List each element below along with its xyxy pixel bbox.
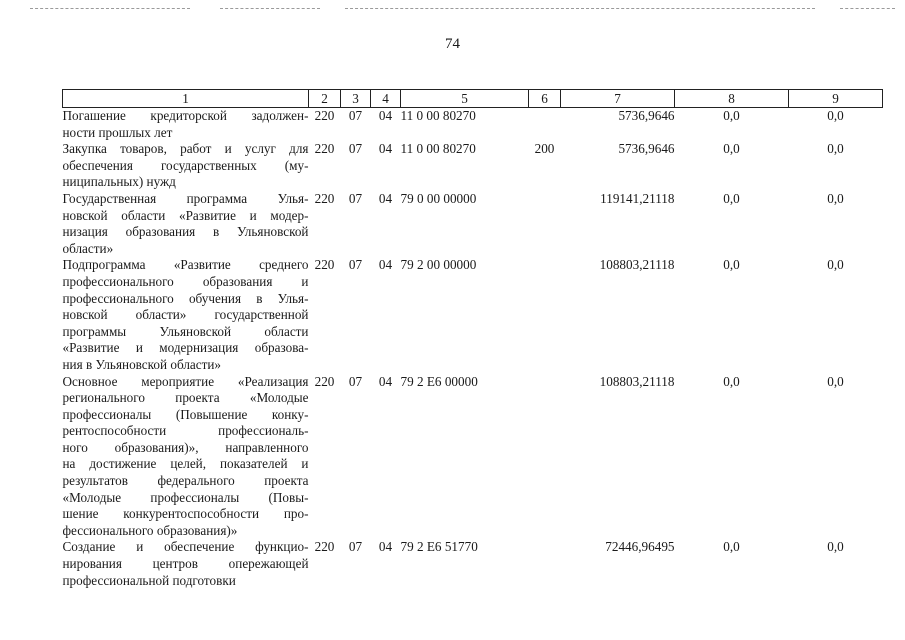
column-header-9: 9 (789, 90, 883, 108)
cell-col-2: 220 (314, 190, 335, 206)
table-row (63, 141, 883, 191)
cell-col-8: 0,0 (723, 373, 740, 389)
cell-col-4: 04 (378, 108, 393, 123)
row-name-line: профессиональной подготовки (62, 572, 236, 588)
cell-col-7: 5736,9646 (618, 108, 675, 123)
cell-col-2: 220 (314, 373, 335, 389)
row-name-line: результатов федерального проекта (62, 473, 309, 489)
row-name-line: обеспечения государственных (му- (62, 157, 309, 173)
cell-col-8: 0,0 (723, 257, 740, 273)
cell-col-9: 0,0 (827, 190, 844, 206)
cell-col-6 (529, 108, 561, 142)
row-name-line: ного образования)», направленного (62, 439, 309, 455)
cell-col-5: 79 2 00 00000 (400, 257, 477, 273)
cell-col-5: 79 2 E6 51770 (400, 539, 478, 555)
cell-col-8: 0,0 (723, 539, 740, 555)
cell-col-3: 07 (348, 108, 363, 123)
row-name (63, 539, 309, 589)
cell-col-6 (529, 191, 561, 257)
cell-col-6 (529, 257, 561, 373)
row-name (63, 374, 309, 540)
cell-col-5: 79 2 E6 00000 (400, 373, 478, 389)
row-name (63, 257, 309, 373)
table-row (63, 108, 883, 142)
row-name-line: на достижение целей, показателей и (62, 456, 309, 472)
budget-table (62, 89, 883, 589)
row-name-line: Государственная программа Улья- (62, 190, 309, 206)
column-header-5: 5 (401, 90, 529, 108)
table-row (63, 374, 883, 540)
row-name-line: нирования центров опережающей (62, 556, 309, 572)
cell-col-9: 0,0 (827, 108, 844, 123)
cell-col-2: 220 (314, 141, 335, 157)
row-name (63, 191, 309, 257)
cell-col-9: 0,0 (827, 141, 844, 157)
table-row (63, 191, 883, 257)
page-number: 74 (445, 36, 460, 52)
row-name-line: программы Ульяновской области (62, 323, 309, 339)
cell-col-9: 0,0 (827, 539, 844, 555)
column-header-6: 6 (529, 90, 561, 108)
cell-col-8: 0,0 (723, 190, 740, 206)
table-row (63, 539, 883, 589)
column-header-3: 3 (341, 90, 371, 108)
row-name (63, 108, 309, 142)
row-name-line: профессионалы (Повышение конку- (62, 406, 309, 422)
row-name-line: ниципальных) нужд (62, 174, 176, 190)
row-name-line: низация образования в Ульяновской (62, 224, 309, 240)
cell-col-5: 11 0 00 80270 (400, 141, 476, 157)
row-name-line: области» (62, 240, 114, 256)
scan-artifact-line (30, 8, 190, 10)
cell-col-3: 07 (348, 539, 363, 555)
cell-col-2: 220 (314, 539, 335, 555)
cell-col-8: 0,0 (723, 141, 740, 157)
cell-col-4: 04 (378, 190, 393, 206)
scan-artifact-line (220, 8, 320, 10)
table-body (63, 108, 883, 590)
table-row (63, 257, 883, 373)
row-name-line: шение конкурентоспособности про- (62, 506, 309, 522)
cell-col-4: 04 (378, 141, 393, 157)
row-name-line: Создание и обеспечение функцио- (62, 539, 309, 555)
cell-col-2: 220 (314, 108, 335, 123)
row-name-line: профессионального образования и (62, 273, 309, 289)
column-header-8: 8 (675, 90, 789, 108)
cell-col-8: 0,0 (723, 108, 740, 123)
row-name-line: новской области» государственной (62, 307, 309, 323)
row-name-line: «Развитие и модернизация образова- (62, 340, 309, 356)
cell-col-4: 04 (378, 373, 393, 389)
cell-col-7: 5736,9646 (618, 141, 675, 157)
row-name (63, 141, 309, 191)
cell-col-7: 119141,21118 (600, 190, 675, 206)
cell-col-5: 79 0 00 00000 (400, 190, 477, 206)
cell-col-7: 108803,21118 (599, 257, 675, 273)
cell-col-3: 07 (348, 257, 363, 273)
row-name-line: ности прошлых лет (62, 124, 173, 140)
cell-col-4: 04 (378, 539, 393, 555)
column-header-4: 4 (371, 90, 401, 108)
cell-col-6 (529, 374, 561, 540)
row-name-line: регионального проекта «Молодые (62, 390, 309, 406)
cell-col-4: 04 (378, 257, 393, 273)
cell-col-3: 07 (348, 141, 363, 157)
row-name-line: профессионального обучения в Улья- (62, 290, 309, 306)
row-name-line: «Молодые профессионалы (Повы- (62, 489, 309, 505)
cell-col-9: 0,0 (827, 373, 844, 389)
row-name-line: Погашение кредиторской задолжен- (62, 108, 309, 123)
cell-col-3: 07 (348, 373, 363, 389)
row-name-line: новской области «Развитие и модер- (62, 207, 309, 223)
header-row (63, 90, 883, 108)
row-name-line: Основное мероприятие «Реализация (62, 373, 309, 389)
cell-col-9: 0,0 (827, 257, 844, 273)
row-name-line: рентоспособности профессиональ- (62, 423, 309, 439)
cell-col-6 (529, 539, 561, 589)
cell-col-7: 72446,96495 (605, 539, 675, 555)
cell-col-7: 108803,21118 (599, 373, 675, 389)
row-name-line: фессионального образования)» (62, 522, 238, 538)
row-name-line: Закупка товаров, работ и услуг для (62, 141, 309, 157)
cell-col-6: 200 (534, 141, 555, 157)
column-header-1: 1 (63, 90, 309, 108)
scan-artifact-line (345, 8, 815, 10)
column-header-7: 7 (561, 90, 675, 108)
row-name-line: ния в Ульяновской области» (62, 356, 222, 372)
cell-col-5: 11 0 00 80270 (400, 108, 476, 123)
column-header-2: 2 (309, 90, 341, 108)
row-name-line: Подпрограмма «Развитие среднего (62, 257, 309, 273)
cell-col-3: 07 (348, 190, 363, 206)
cell-col-2: 220 (314, 257, 335, 273)
scan-artifact-line (840, 8, 895, 10)
